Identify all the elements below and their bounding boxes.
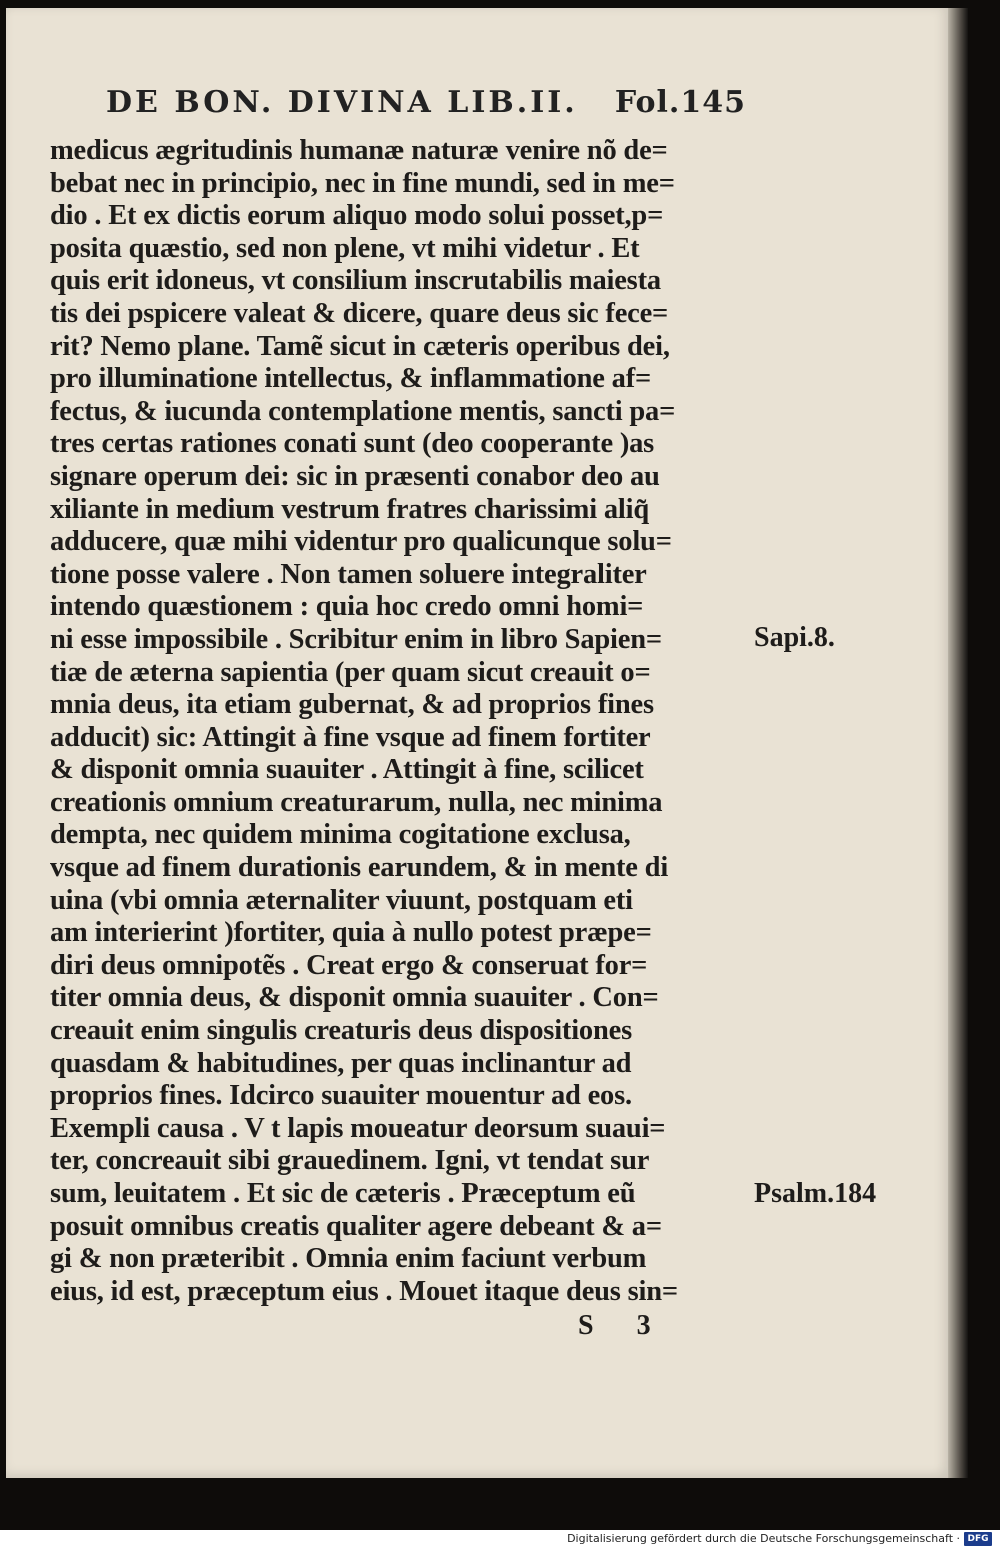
text-line: titer omnia deus, & disponit omnia suauiter . Con= — [50, 982, 659, 1014]
text-line: vsque ad finem durationis earundem, & in mente di — [50, 852, 669, 884]
text-line: posuit omnibus creatis qualiter agere debeant & a= — [50, 1210, 662, 1242]
signature-mark: S 3 — [578, 1310, 669, 1341]
dfg-logo-icon: DFG — [964, 1532, 992, 1546]
folio-number: Fol.145 — [614, 84, 746, 120]
text-line: Exempli causa . V t lapis moueatur deorsum suaui= — [50, 1112, 666, 1144]
text-line: fectus, & iucunda contemplatione mentis, sancti pa= — [50, 395, 676, 427]
text-line: dio . Et ex dictis eorum aliquo modo solui posset,p= — [50, 200, 664, 232]
text-line: eius, id est, præceptum eius . Mouet itaque deus sin= — [50, 1275, 678, 1307]
text-line: sum, leuitatem . Et sic de cæteris . Præceptum eũ — [50, 1178, 636, 1209]
text-line: quis erit idoneus, vt consilium inscrutabilis maiesta — [50, 265, 661, 297]
text-line: intendo quæstionem : quia hoc credo omni homi= — [50, 591, 644, 623]
book-page — [6, 8, 948, 1478]
text-line: rit? Nemo plane. Tamẽ sicut in cæteris operibus dei, — [50, 330, 670, 362]
text-line: uina (vbi omnia æternaliter viuunt, postquam eti — [50, 884, 633, 916]
text-line: gi & non præteribit . Omnia enim faciunt verbum — [50, 1243, 647, 1275]
body-text — [50, 135, 750, 1308]
text-line: diri deus omnipotẽs . Creat ergo & conseruat for= — [50, 949, 648, 981]
text-line: & disponit omnia suauiter . Attingit à fine, scilicet — [50, 754, 644, 786]
marginal-note-psalm: Psalm.184 — [754, 1178, 877, 1209]
text-line: dempta, nec quidem minima cogitatione exclusa, — [50, 819, 631, 851]
text-line: xiliante in medium vestrum fratres charissimi aliq̃ — [50, 493, 650, 525]
text-line: medicus ægritudinis humanæ naturæ venire nõ de= — [50, 135, 668, 166]
text-line: quasdam & habitudines, per quas inclinantur ad — [50, 1047, 632, 1079]
text-line: bebat nec in principio, nec in fine mundi, sed in me= — [50, 167, 675, 199]
page-header — [106, 82, 746, 122]
running-title: DE BON. DIVINA LIB.II. — [106, 84, 578, 120]
text-line: tiæ de æterna sapientia (per quam sicut creauit o= — [50, 656, 651, 688]
text-line: tres certas rationes conati sunt (deo cooperante )as — [50, 428, 655, 460]
text-line: adducere, quæ mihi videntur pro qualicunque solu= — [50, 526, 672, 558]
text-line: creauit enim singulis creaturis deus dispositiones — [50, 1015, 632, 1047]
text-line: signare operum dei: sic in præsenti conabor deo au — [50, 460, 660, 492]
marginal-note-sapientia: Sapi.8. — [754, 622, 835, 653]
text-line: am interierint )fortiter, quia à nullo potest præpe= — [50, 917, 652, 949]
text-line: tis dei pspicere valeat & dicere, quare deus sic fece= — [50, 297, 669, 329]
text-line: creationis omnium creaturarum, nulla, nec minima — [50, 786, 663, 818]
text-line: pro illuminatione intellectus, & inflammatione af= — [50, 363, 652, 395]
text-line: ter, concreauit sibi grauedinem. Igni, vt tendat sur — [50, 1145, 650, 1177]
funding-credit: Digitalisierung gefördert durch die Deutsche Forschungsgemeinschaft · — [567, 1532, 960, 1545]
page-edge-shadow — [948, 8, 968, 1478]
text-line: mnia deus, ita etiam gubernat, & ad proprios fines — [50, 689, 654, 721]
text-line: adducit) sic: Attingit à fine vsque ad finem fortiter — [50, 721, 651, 753]
text-line: posita quæstio, sed non plene, vt mihi videtur . Et — [50, 232, 640, 264]
text-line: tione posse valere . Non tamen soluere integraliter — [50, 558, 647, 590]
text-line: ni esse impossibile . Scribitur enim in libro Sapien= — [50, 623, 662, 655]
text-line: proprios fines. Idcirco suauiter mouentur ad eos. — [50, 1080, 632, 1112]
